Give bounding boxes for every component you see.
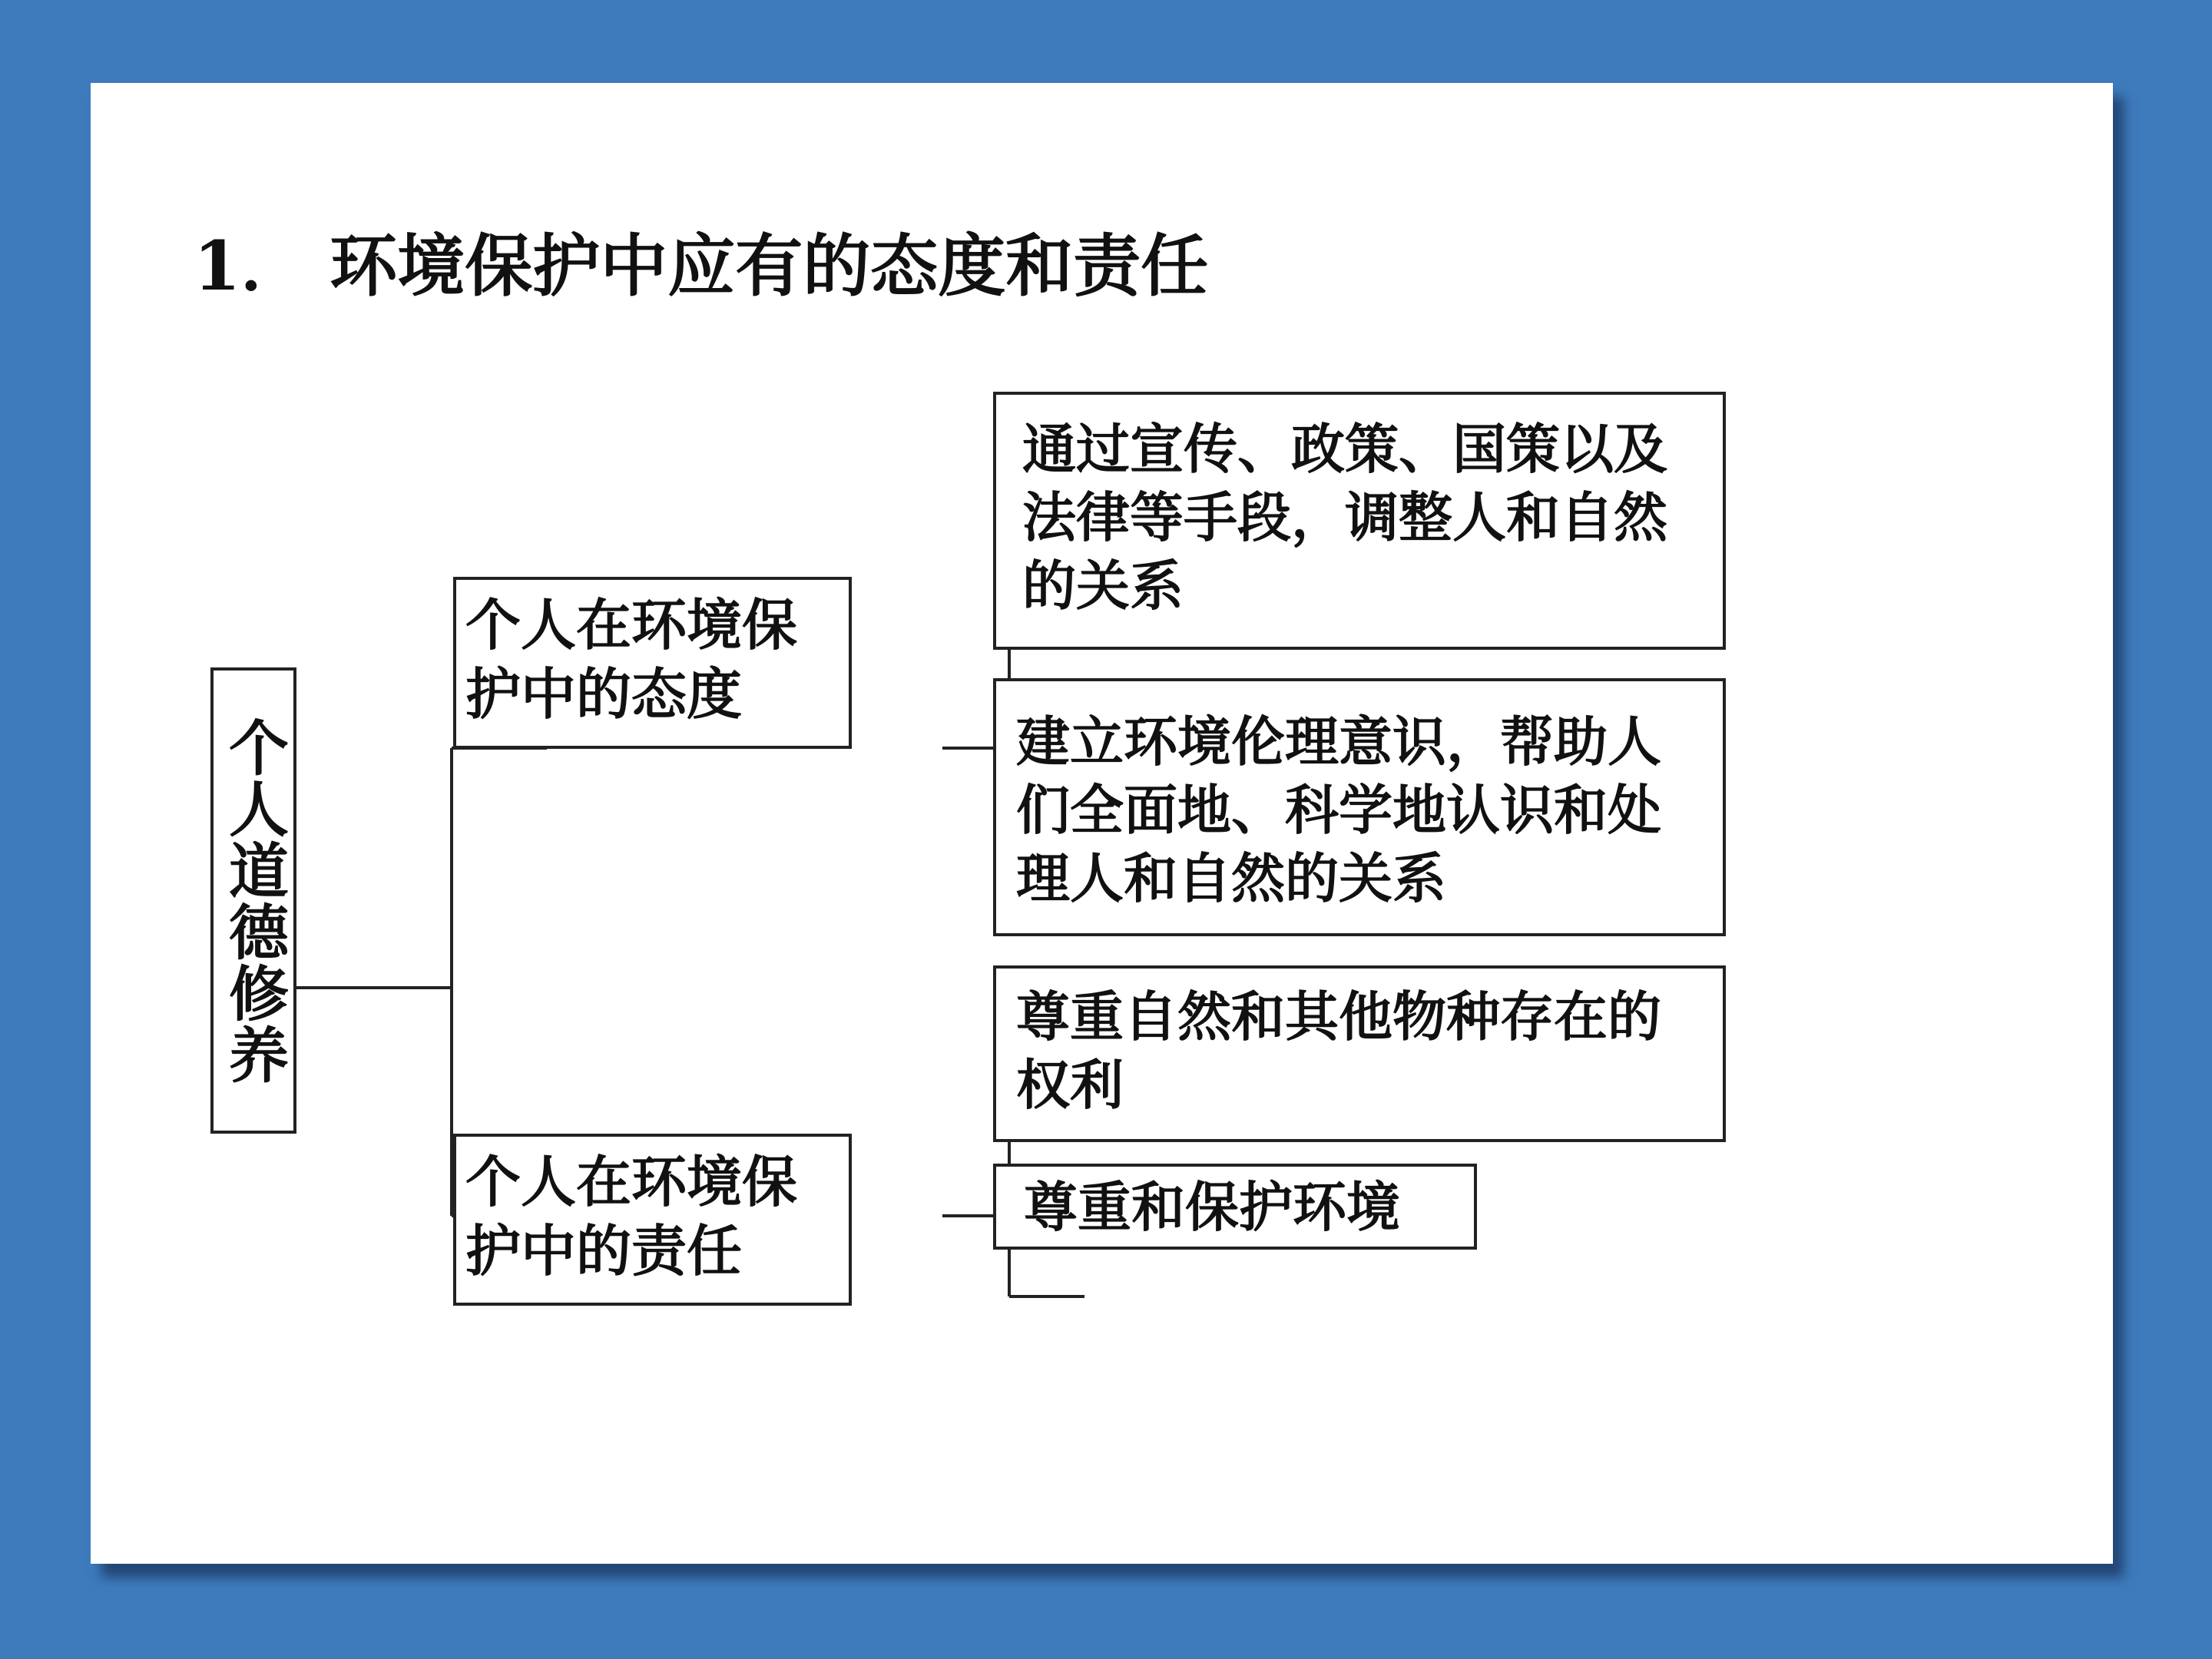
root-node: 个人道德修养 bbox=[210, 667, 296, 1134]
title-text: 环境保护中应有的态度和责任 bbox=[329, 226, 1209, 306]
leaf-node-attitude-2: 建立环境伦理意识，帮助人们全面地、科学地认识和处理人和自然的关系 bbox=[993, 678, 1726, 936]
branch-node-attitude: 个人在环境保护中的态度 bbox=[453, 577, 852, 749]
leaf-node-responsibility-1: 尊重自然和其他物种存在的权利 bbox=[993, 965, 1726, 1142]
leaf-node-responsibility-2: 尊重和保护环境 bbox=[993, 1164, 1477, 1250]
branch-node-responsibility: 个人在环境保护中的责任 bbox=[453, 1134, 852, 1306]
title-number: 1． bbox=[194, 226, 309, 306]
leaf-node-attitude-1: 通过宣传、政策、国策以及法律等手段，调整人和自然的关系 bbox=[993, 392, 1726, 650]
